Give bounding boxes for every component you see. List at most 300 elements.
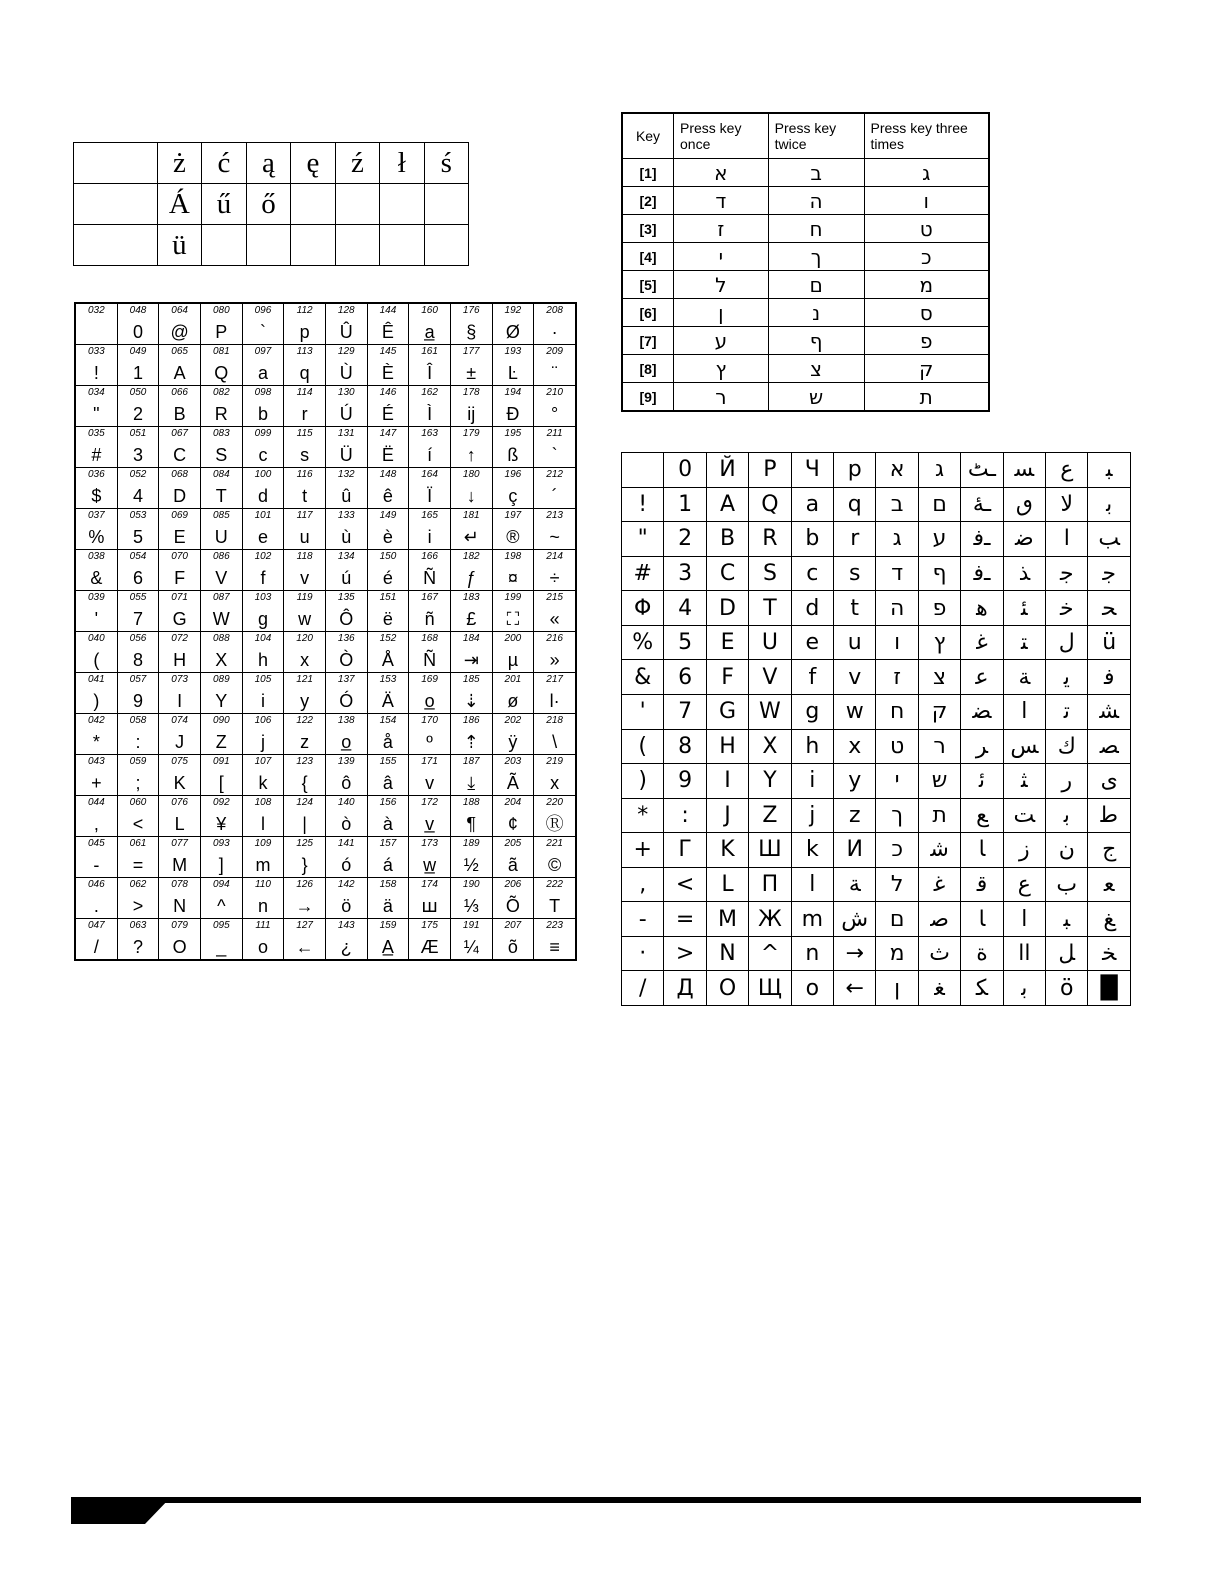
code-number: 156 xyxy=(379,797,397,808)
code-cell xyxy=(325,837,367,878)
font-grid-cell: ﺟ xyxy=(1088,556,1131,591)
code-cell xyxy=(284,345,326,386)
code-cell xyxy=(367,878,409,919)
code-number: 194 xyxy=(504,387,522,398)
code-number: 138 xyxy=(337,715,355,726)
code-cell xyxy=(534,919,576,961)
font-grid-cell: Z xyxy=(749,798,791,833)
font-grid-cell: V xyxy=(749,660,791,695)
font-grid-cell: ﺑ xyxy=(1088,487,1131,522)
code-cell xyxy=(325,755,367,796)
hebrew-key-label: [1] xyxy=(622,159,674,187)
code-number: 200 xyxy=(504,633,522,644)
code-number: 217 xyxy=(546,674,563,685)
code-number: 205 xyxy=(504,838,522,849)
code-glyph: é xyxy=(382,568,393,588)
code-cell xyxy=(492,591,534,632)
code-number: 136 xyxy=(337,633,355,644)
code-number: 167 xyxy=(421,592,438,603)
code-cell xyxy=(534,345,576,386)
code-glyph: « xyxy=(549,609,560,629)
code-glyph: û xyxy=(341,486,352,506)
code-number: 180 xyxy=(462,469,480,480)
code-row xyxy=(75,427,576,468)
font-grid-cell: מ xyxy=(876,936,918,971)
font-grid-cell: 8 xyxy=(664,729,706,764)
font-grid-cell: ﺎ xyxy=(961,902,1003,937)
code-number: 171 xyxy=(421,756,438,767)
code-cell xyxy=(159,427,201,468)
code-number: 055 xyxy=(129,592,147,603)
code-cell xyxy=(200,837,242,878)
accent-cell xyxy=(74,143,158,184)
code-cell xyxy=(242,509,284,550)
code-cell xyxy=(534,386,576,427)
code-number: 041 xyxy=(87,674,105,685)
code-glyph: ù xyxy=(341,527,352,547)
font-grid-cell: k xyxy=(791,833,833,868)
font-grid-cell: → xyxy=(834,936,876,971)
code-glyph: f xyxy=(260,568,266,588)
hebrew-row xyxy=(622,243,989,271)
font-grid-cell: ﺎ xyxy=(961,833,1003,868)
font-grid-cell: ﻐ xyxy=(918,971,960,1006)
code-number: 133 xyxy=(337,510,355,521)
font-grid-cell: ן xyxy=(876,971,918,1006)
code-glyph: \ xyxy=(552,732,558,752)
font-grid-row xyxy=(622,660,1131,695)
accent-row xyxy=(74,225,469,266)
font-grid-row xyxy=(622,625,1131,660)
code-glyph: { xyxy=(301,773,308,793)
accent-cell: ź xyxy=(335,143,379,184)
code-cell xyxy=(200,632,242,673)
hebrew-row xyxy=(622,383,989,412)
code-number: 097 xyxy=(254,346,272,357)
code-glyph: v xyxy=(300,568,310,588)
code-cell xyxy=(409,303,451,345)
font-grid-cell: / xyxy=(622,971,664,1006)
code-cell xyxy=(117,427,159,468)
code-cell xyxy=(534,632,576,673)
font-grid-cell: П xyxy=(749,867,791,902)
font-grid-cell: ﺐ xyxy=(1088,522,1131,557)
code-number: 047 xyxy=(87,920,105,931)
code-glyph: Ù xyxy=(339,363,353,383)
font-grid-row xyxy=(622,764,1131,799)
code-cell xyxy=(367,509,409,550)
font-grid-cell: B xyxy=(706,522,748,557)
code-number: 117 xyxy=(296,510,313,521)
hebrew-row xyxy=(622,299,989,327)
accent-cell xyxy=(335,184,379,225)
font-grid-cell: █ xyxy=(1088,971,1131,1006)
code-cell xyxy=(409,632,451,673)
font-grid-cell: ﺖ xyxy=(1003,798,1045,833)
code-row xyxy=(75,345,576,386)
code-number: 157 xyxy=(379,838,397,849)
code-glyph: ⅓ xyxy=(463,896,479,916)
code-number: 204 xyxy=(504,797,522,808)
code-glyph: Û xyxy=(339,322,353,342)
code-glyph: l· xyxy=(549,691,560,711)
code-number: 052 xyxy=(129,469,147,480)
accent-cell: ż xyxy=(157,143,202,184)
font-grid-cell: ב xyxy=(876,487,918,522)
code-cell xyxy=(325,714,367,755)
code-glyph: ÷ xyxy=(549,568,560,588)
code-number: 195 xyxy=(504,428,522,439)
font-grid-cell: Ш xyxy=(749,833,791,868)
code-cell xyxy=(409,837,451,878)
code-number: 095 xyxy=(212,920,230,931)
code-number: 098 xyxy=(254,387,272,398)
hebrew-key-label: [7] xyxy=(622,327,674,355)
code-number: 131 xyxy=(337,428,355,439)
code-number: 207 xyxy=(504,920,522,931)
font-grid-cell: K xyxy=(706,833,748,868)
code-glyph: ó xyxy=(341,855,352,875)
code-cell xyxy=(450,550,492,591)
code-cell xyxy=(325,345,367,386)
font-grid-cell: ﺤ xyxy=(1088,591,1131,626)
font-grid-cell: · xyxy=(622,936,664,971)
code-glyph: ê xyxy=(382,486,393,506)
code-number: 134 xyxy=(337,551,355,562)
header-key: Key xyxy=(622,113,674,159)
code-number: 076 xyxy=(171,797,188,808)
font-grid-cell: U xyxy=(749,625,791,660)
code-number: 037 xyxy=(87,510,105,521)
font-grid-cell: ת xyxy=(918,798,960,833)
code-glyph: | xyxy=(302,814,307,834)
code-number: 065 xyxy=(171,346,188,357)
font-grid-cell: * xyxy=(622,798,664,833)
hebrew-row xyxy=(622,355,989,383)
code-cell xyxy=(409,345,451,386)
code-cell xyxy=(75,303,117,345)
code-cell xyxy=(325,427,367,468)
code-number: 107 xyxy=(254,756,272,767)
font-grid-cell: i xyxy=(791,764,833,799)
font-grid-cell: ﺲ xyxy=(1003,729,1045,764)
font-grid-cell: ـۀ xyxy=(961,487,1003,522)
accent-characters-table xyxy=(73,142,469,266)
hebrew-letter: ב xyxy=(768,159,864,187)
font-grid-cell: ף xyxy=(918,556,960,591)
code-number: 185 xyxy=(462,674,480,685)
code-number: 215 xyxy=(546,592,563,603)
code-glyph: ñ xyxy=(424,609,435,629)
code-glyph: u xyxy=(299,527,310,547)
code-glyph: O xyxy=(172,937,187,957)
code-cell xyxy=(117,591,159,632)
code-glyph: Î xyxy=(427,363,433,383)
code-cell xyxy=(159,632,201,673)
code-cell xyxy=(450,427,492,468)
code-glyph: p xyxy=(299,322,310,342)
font-grid-cell: ﺴ xyxy=(1003,453,1045,488)
code-glyph: · xyxy=(551,322,558,342)
code-number: 123 xyxy=(296,756,313,767)
code-number: 073 xyxy=(171,674,188,685)
code-glyph: # xyxy=(91,445,102,465)
font-grid-row xyxy=(622,798,1131,833)
code-number: 074 xyxy=(171,715,188,726)
code-cell xyxy=(367,345,409,386)
code-cell xyxy=(325,919,367,961)
code-cell xyxy=(367,796,409,837)
code-cell xyxy=(409,878,451,919)
code-glyph: b xyxy=(257,404,268,424)
code-glyph: x xyxy=(550,773,560,793)
code-glyph: Ŀ xyxy=(507,363,518,383)
code-number: 221 xyxy=(546,838,563,849)
code-glyph: µ xyxy=(507,650,519,670)
code-number: 034 xyxy=(87,387,105,398)
code-cell xyxy=(367,673,409,714)
code-row xyxy=(75,714,576,755)
hebrew-keypad-table xyxy=(621,112,990,412)
code-number: 105 xyxy=(254,674,272,685)
font-grid-cell: X xyxy=(749,729,791,764)
font-grid-cell: ﻏ xyxy=(961,625,1003,660)
code-number: 161 xyxy=(421,346,438,357)
code-cell xyxy=(534,427,576,468)
code-row xyxy=(75,673,576,714)
code-row xyxy=(75,591,576,632)
font-grid-row xyxy=(622,487,1131,522)
font-grid-cell: ם xyxy=(918,487,960,522)
code-number: 213 xyxy=(546,510,563,521)
hebrew-letter: א xyxy=(674,159,769,187)
code-glyph: ò xyxy=(341,814,352,834)
font-grid-cell: 1 xyxy=(664,487,706,522)
code-number: 081 xyxy=(212,346,230,357)
code-number: 121 xyxy=(296,674,313,685)
font-grid-row xyxy=(622,522,1131,557)
code-number: 115 xyxy=(296,428,313,439)
code-glyph: " xyxy=(93,404,100,424)
code-glyph: ↑ xyxy=(466,445,476,465)
code-number: 146 xyxy=(379,387,397,398)
code-cell xyxy=(409,673,451,714)
code-number: 179 xyxy=(462,428,480,439)
code-cell xyxy=(284,919,326,961)
code-cell xyxy=(325,303,367,345)
code-cell xyxy=(200,468,242,509)
code-number: 061 xyxy=(129,838,147,849)
code-number: 127 xyxy=(296,920,313,931)
code-number: 119 xyxy=(296,592,313,603)
code-number: 043 xyxy=(87,756,105,767)
code-cell xyxy=(117,632,159,673)
code-glyph: W xyxy=(212,609,230,629)
code-number: 051 xyxy=(129,428,147,439)
code-number: 096 xyxy=(254,305,272,316)
font-grid-cell: # xyxy=(622,556,664,591)
code-glyph: Ï xyxy=(427,486,433,506)
code-cell xyxy=(284,714,326,755)
code-number: 219 xyxy=(546,756,563,767)
font-grid-cell: ך xyxy=(876,798,918,833)
code-number: 203 xyxy=(504,756,522,767)
code-glyph: ö xyxy=(341,896,352,916)
code-glyph: o̲ xyxy=(424,691,435,711)
code-glyph: ¿ xyxy=(340,937,352,957)
code-number: 130 xyxy=(337,387,355,398)
font-grid-cell: ـﻓ xyxy=(961,556,1003,591)
code-number: 089 xyxy=(212,674,230,685)
code-cell xyxy=(159,714,201,755)
font-grid-cell: = xyxy=(664,902,706,937)
code-glyph: ¨ xyxy=(551,363,558,383)
font-grid-cell: ﻃ xyxy=(1088,798,1131,833)
code-glyph: L xyxy=(174,814,185,834)
code-glyph: c xyxy=(258,445,268,465)
code-number: 183 xyxy=(462,592,480,603)
font-grid-cell: 0 xyxy=(664,453,706,488)
font-grid-cell: ﺭ xyxy=(1046,764,1088,799)
code-glyph: Ñ xyxy=(423,568,437,588)
code-glyph: í xyxy=(427,445,433,465)
code-glyph: © xyxy=(547,855,562,875)
font-grid-cell: Г xyxy=(664,833,706,868)
font-grid-cell: G xyxy=(706,694,748,729)
code-glyph: y xyxy=(300,691,310,711)
code-number: 100 xyxy=(254,469,272,480)
font-grid-row xyxy=(622,729,1131,764)
font-grid-cell: R xyxy=(749,522,791,557)
code-cell xyxy=(200,714,242,755)
font-grid-cell: 5 xyxy=(664,625,706,660)
font-grid-cell: ﺨ xyxy=(1088,936,1131,971)
font-grid-cell: ו xyxy=(876,625,918,660)
code-glyph: n xyxy=(257,896,268,916)
code-glyph: v̲ xyxy=(425,814,435,834)
code-glyph: ú xyxy=(341,568,352,588)
code-number: 064 xyxy=(171,305,188,316)
hebrew-letter: ך xyxy=(768,243,864,271)
accent-cell: ś xyxy=(424,143,468,184)
hebrew-letter: ו xyxy=(864,187,989,215)
code-cell xyxy=(492,303,534,345)
code-glyph: i xyxy=(260,691,265,711)
code-cell xyxy=(242,714,284,755)
font-grid-cell: ﺬ xyxy=(1003,556,1045,591)
code-glyph: @ xyxy=(170,322,189,342)
code-number: 046 xyxy=(87,879,105,890)
code-glyph: ~ xyxy=(549,527,560,547)
code-number: 199 xyxy=(504,592,522,603)
code-glyph: ´ xyxy=(551,486,558,506)
code-cell xyxy=(534,303,576,345)
code-cell xyxy=(367,632,409,673)
code-cell xyxy=(492,345,534,386)
code-cell xyxy=(492,755,534,796)
font-grid-cell: ﺗ xyxy=(1046,694,1088,729)
code-cell xyxy=(242,837,284,878)
code-cell xyxy=(75,714,117,755)
code-glyph: q xyxy=(299,363,310,383)
font-grid-cell: c xyxy=(791,556,833,591)
font-grid-row xyxy=(622,694,1131,729)
code-cell xyxy=(75,427,117,468)
code-number: 193 xyxy=(504,346,522,357)
font-grid-cell: ﺔ xyxy=(1003,660,1045,695)
code-glyph: R xyxy=(214,404,228,424)
code-number: 182 xyxy=(462,551,480,562)
code-number: 177 xyxy=(462,346,480,357)
code-cell xyxy=(159,509,201,550)
code-cell xyxy=(159,386,201,427)
font-grid-cell: m xyxy=(791,902,833,937)
code-cell xyxy=(534,837,576,878)
code-glyph: 8 xyxy=(132,650,143,670)
code-glyph: B xyxy=(173,404,186,424)
code-cell xyxy=(409,509,451,550)
code-glyph: ƒ xyxy=(466,568,477,588)
code-glyph: G xyxy=(172,609,187,629)
code-number: 103 xyxy=(254,592,272,603)
font-grid-cell: > xyxy=(664,936,706,971)
hebrew-letter: י xyxy=(674,243,769,271)
code-glyph: 9 xyxy=(132,691,143,711)
code-cell xyxy=(75,837,117,878)
font-grid-cell: ﺍ xyxy=(1046,522,1088,557)
code-cell xyxy=(325,509,367,550)
hebrew-row xyxy=(622,159,989,187)
font-grid-cell: ( xyxy=(622,729,664,764)
code-glyph: Ã xyxy=(506,773,519,793)
code-number: 132 xyxy=(337,469,355,480)
hebrew-letter: ק xyxy=(864,355,989,383)
code-cell xyxy=(284,427,326,468)
hebrew-letter: ד xyxy=(674,187,769,215)
code-number: 191 xyxy=(462,920,480,931)
font-grid-cell: ﻙ xyxy=(1046,729,1088,764)
code-number: 166 xyxy=(421,551,438,562)
code-glyph: Q xyxy=(214,363,229,383)
code-number: 102 xyxy=(254,551,272,562)
font-grid-cell: р xyxy=(834,453,876,488)
code-cell xyxy=(284,303,326,345)
font-grid-row xyxy=(622,936,1131,971)
font-grid-cell: ג xyxy=(918,453,960,488)
font-grid-cell: ﺧ xyxy=(1046,591,1088,626)
hebrew-letter: ז xyxy=(674,215,769,243)
font-grid-cell: 9 xyxy=(664,764,706,799)
code-row xyxy=(75,796,576,837)
code-glyph: s xyxy=(300,445,310,465)
font-grid-cell: - xyxy=(622,902,664,937)
code-number: 197 xyxy=(504,510,522,521)
header-press-once: Press key once xyxy=(674,113,769,159)
hebrew-key-label: [5] xyxy=(622,271,674,299)
font-grid-cell: ـٹ xyxy=(961,453,1003,488)
code-cell xyxy=(450,837,492,878)
font-grid-cell: T xyxy=(749,591,791,626)
font-grid-cell: ﺑ xyxy=(1003,971,1045,1006)
code-number: 162 xyxy=(421,387,438,398)
font-grid-cell: 7 xyxy=(664,694,706,729)
code-cell xyxy=(325,632,367,673)
font-grid-cell: : xyxy=(664,798,706,833)
code-glyph: ⇡ xyxy=(463,732,479,752)
code-number: 210 xyxy=(546,387,563,398)
font-grid-cell: ﻝ xyxy=(1046,625,1088,660)
code-cell xyxy=(409,427,451,468)
